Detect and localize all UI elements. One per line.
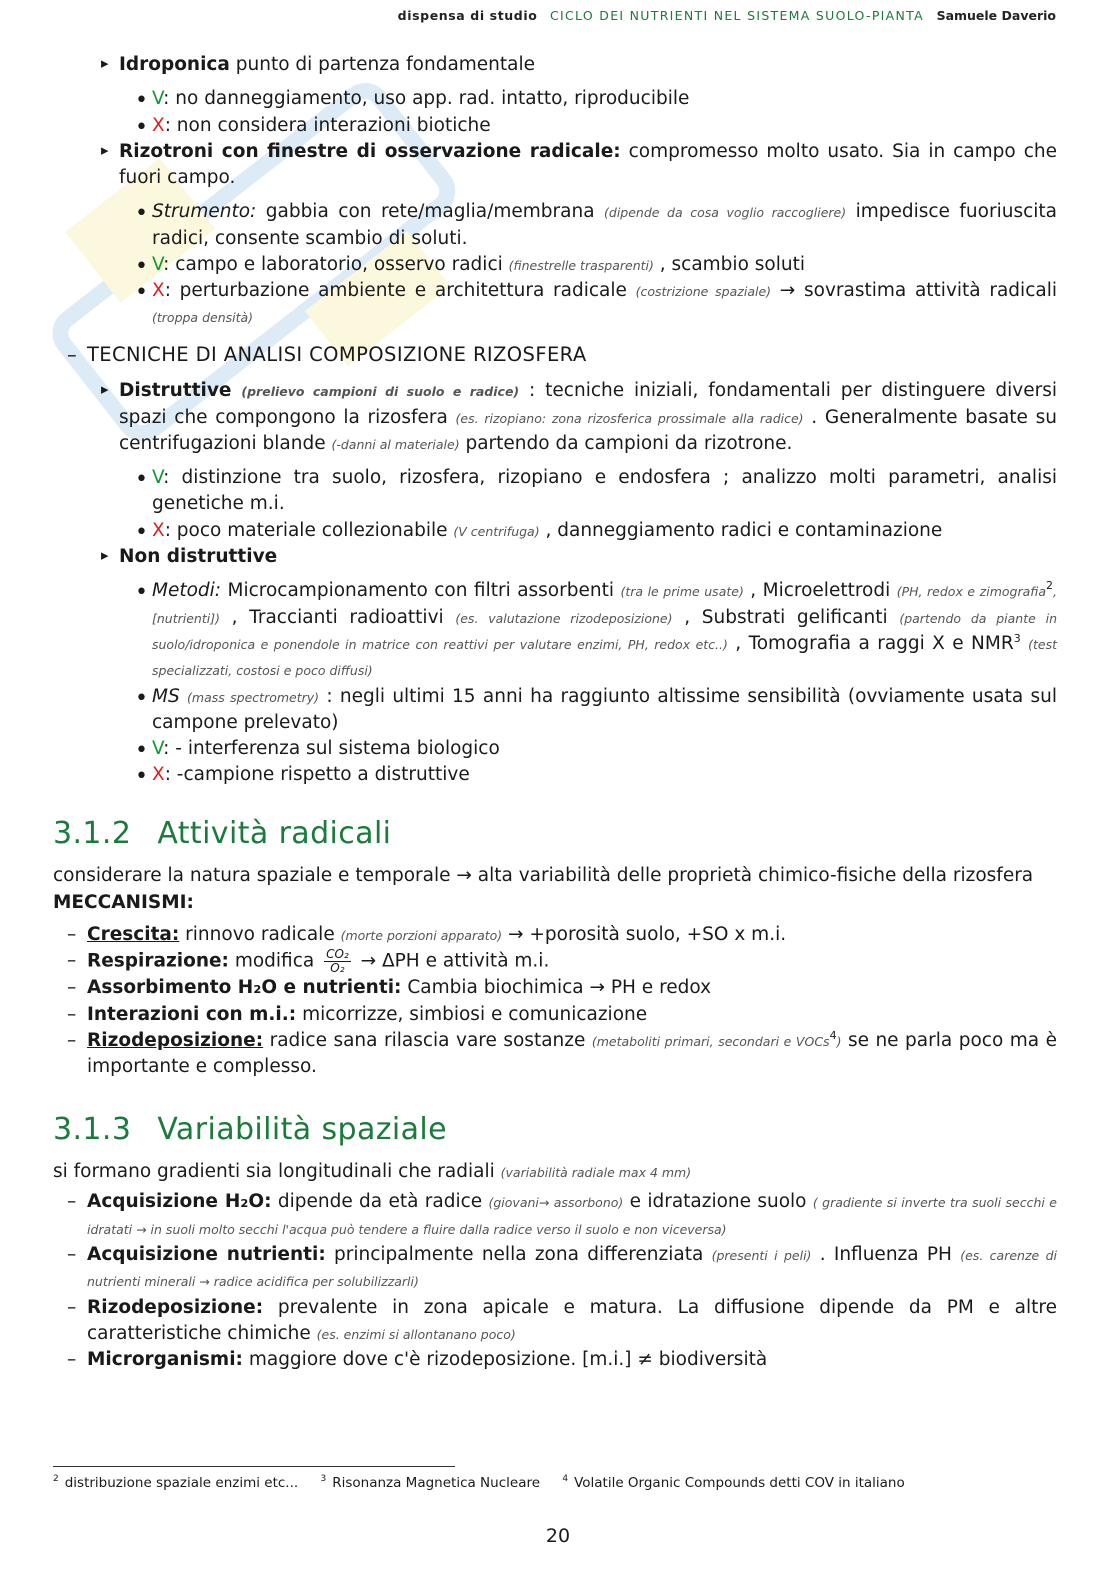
fraction-numerator: CO₂ — [326, 947, 349, 962]
v-note: (finestrelle trasparenti) — [508, 257, 654, 273]
non-distruttive-title: Non distruttive — [119, 545, 278, 567]
x-note: (costrizione spaziale) — [635, 284, 772, 300]
footnotes — [53, 1474, 923, 1491]
x-label: X — [152, 280, 165, 302]
acquisizione-nutrienti-item — [53, 1242, 1057, 1295]
footnote-item — [320, 1475, 540, 1491]
interazioni-text: micorrizze, simbiosi e comunicazione — [296, 1003, 648, 1025]
meccanismi-label — [53, 890, 1057, 916]
ms-text: : negli ultimi 15 anni ha raggiunto altissime sensibilità (ovviamente usata sul campone prelevato) — [152, 685, 1057, 733]
strumento-note: (dipende da cosa voglio raccogliere) — [604, 205, 847, 221]
rizodeposizione-313-text: prevalente in zona apicale e matura. La diffusione dipende da PM e altre caratteristiche chimiche — [87, 1296, 1057, 1344]
metodi-note5: (test specializzati, costosi e poco diffusi) — [152, 637, 1057, 679]
metodi-note4: (partendo da piante in suolo/idroponica e ponendole in matrice con reattivi per valutare enzimi, PH, redox etc..) — [152, 610, 1057, 653]
rizodeposizione-313-note: (es. enzimi si allontanano poco) — [316, 1326, 516, 1342]
acquisizione-h2o-item — [53, 1189, 1057, 1242]
respirazione-text2: → ΔPH e attività m.i. — [354, 950, 550, 972]
acquisizione-h2o-note2: ( gradiente si inverte tra suoli secchi e idratati → in suoli molto secchi l'acqua può tendere a fluire dalla radice verso il suolo e non viceversa) — [87, 1195, 1057, 1237]
page-header — [398, 8, 1056, 23]
rizotroni-strumento — [53, 199, 1057, 252]
acquisizione-nutrienti-note: (presenti i peli) — [711, 1248, 812, 1264]
acquisizione-h2o-note: (giovani→ assorbono) — [488, 1195, 624, 1211]
non-distruttive-item — [53, 544, 1057, 570]
respirazione-item — [53, 948, 1057, 975]
ms-label: MS — [152, 685, 180, 707]
interazioni-label: Interazioni con m.i.: — [87, 1003, 297, 1025]
metodi-label: Metodi: — [152, 580, 222, 602]
distruttive-note3: (-danni al materiale) — [331, 436, 460, 452]
strumento-label: Strumento: — [152, 201, 257, 223]
microrganismi-label: Microrganismi: — [87, 1349, 243, 1371]
idroponica-title: Idroponica — [119, 54, 230, 75]
x-note2: (troppa densità) — [152, 310, 254, 326]
rizotroni-item — [53, 139, 1057, 192]
non-distruttive-v — [53, 736, 1057, 762]
strumento-text2: impedisce fuoriuscita radici, consente scambio di soluti. — [152, 201, 1057, 249]
metodi-text5: , Tomografia a raggi X e NMR — [727, 633, 1014, 655]
acquisizione-h2o-text2: e idratazione suolo — [623, 1191, 813, 1213]
distruttive-note2: (es. rizopiano: zona rizosferica prossimale alla radice) — [455, 410, 804, 426]
x-text2: → sovrastima attività radicali — [771, 280, 1057, 302]
fraction-denominator: O₂ — [330, 961, 345, 976]
x-text: : perturbazione ambiente e architettura radicale — [164, 280, 636, 302]
footnote-ref-3: 3 — [1013, 631, 1021, 645]
footnote-text: Risonanza Magnetica Nucleare — [332, 1474, 541, 1491]
rizotroni-v — [53, 252, 1057, 278]
distruttive-text2: . Generalmente basate su centrifugazioni blande — [119, 406, 1057, 454]
distruttive-note: (prelievo campioni di suolo e radice) — [241, 384, 520, 400]
rizodeposizione-note: (metaboliti primari, secondari e VOCs — [591, 1034, 830, 1050]
respirazione-label: Respirazione: — [87, 950, 229, 972]
crescita-note: (morte porzioni apparato) — [340, 927, 503, 943]
v-label: V — [152, 467, 164, 489]
metodi-text3: , Traccianti radioattivi — [219, 606, 456, 628]
metodi-text1: Microcampionamento con filtri assorbenti — [221, 580, 621, 602]
distruttive-text3: partendo da campioni da rizotrone. — [459, 432, 793, 454]
distruttive-x — [53, 518, 1057, 544]
idroponica-item — [53, 52, 1057, 78]
ms-item — [53, 684, 1057, 737]
v-label: V — [152, 253, 164, 275]
sec313-intro — [53, 1159, 1057, 1185]
crescita-item — [53, 922, 1057, 948]
metodi-note3: (es. valutazione rizodeposizione) — [455, 610, 673, 626]
microrganismi-item — [53, 1347, 1057, 1373]
section-title: Variabilità spaziale — [157, 1111, 448, 1147]
v-text: : campo e laboratorio, osservo radici — [163, 253, 509, 275]
acquisizione-nutrienti-label: Acquisizione nutrienti: — [87, 1244, 326, 1266]
acquisizione-nutrienti-text2: . Influenza PH — [811, 1244, 961, 1266]
x-label: X — [152, 519, 165, 541]
microrganismi-text: maggiore dove c'è rizodeposizione. [m.i.] ≠ biodiversità — [242, 1349, 768, 1371]
x-text: : poco materiale collezionabile — [164, 519, 454, 541]
distruttive-text: : tecniche iniziali, fondamentali per distinguere diversi spazi che compongono la rizosfera — [119, 380, 1057, 428]
ms-note: (mass spectrometry) — [187, 689, 320, 705]
footnote-ref-4: 4 — [829, 1028, 837, 1042]
footnote-item — [562, 1475, 904, 1491]
section-number: 3.1.3 — [53, 1111, 132, 1147]
x-note: (V centrifuga) — [453, 523, 540, 539]
crescita-label: Crescita: — [87, 923, 180, 945]
header-doc-label: dispensa di studio — [397, 8, 538, 23]
rizodeposizione-item — [53, 1028, 1057, 1081]
v-text2: , scambio soluti — [653, 253, 805, 275]
distruttive-item — [53, 378, 1057, 457]
footnote-text: Volatile Organic Compounds detti COV in italiano — [574, 1474, 905, 1491]
distruttive-title: Distruttive — [119, 380, 232, 402]
co2-o2-fraction — [324, 948, 351, 975]
footnote-ref-2: 2 — [1046, 579, 1053, 593]
acquisizione-nutrienti-note2: (es. carenze di nutrienti minerali → radice acidifica per solubilizzarli) — [87, 1248, 1057, 1290]
x-text: : -campione rispetto a distruttive — [164, 764, 470, 786]
metodi-text2: , Microelettrodi — [743, 580, 897, 602]
acquisizione-nutrienti-text: principalmente nella zona differenziata — [325, 1244, 712, 1266]
v-label: V — [152, 738, 164, 760]
x-text: : non considera interazioni biotiche — [164, 114, 491, 136]
header-author: Samuele Daverio — [936, 8, 1056, 23]
sec313-intro-note: (variabilità radiale max 4 mm) — [500, 1165, 692, 1181]
distruttive-v — [53, 465, 1057, 518]
sec313-intro-text: si formano gradienti sia longitudinali che radiali — [53, 1161, 501, 1183]
section-heading-312 — [53, 813, 1057, 856]
crescita-text: rinnovo radicale — [179, 923, 341, 945]
section-number: 3.1.2 — [53, 815, 132, 851]
footnote-divider — [53, 1466, 455, 1467]
interazioni-item — [53, 1002, 1057, 1028]
x-label: X — [152, 764, 165, 786]
footnote-text: distribuzione spaziale enzimi etc... — [64, 1474, 299, 1491]
rizodeposizione-313-label: Rizodeposizione: — [87, 1296, 264, 1318]
sec312-intro: considerare la natura spaziale e temporale → alta variabilità delle proprietà chimico-fisiche della rizosfera — [53, 865, 1034, 887]
assorbimento-text: Cambia biochimica → PH e redox — [401, 977, 712, 999]
idroponica-v — [53, 86, 1057, 112]
assorbimento-label: Assorbimento H₂O e nutrienti: — [87, 977, 402, 999]
rizotroni-x — [53, 278, 1057, 331]
idroponica-x — [53, 113, 1057, 139]
crescita-text2: → +porosità suolo, +SO x m.i. — [502, 923, 787, 945]
footnote-number: 2 — [53, 1474, 59, 1484]
metodi-item — [53, 578, 1057, 683]
rizodeposizione-label: Rizodeposizione: — [87, 1030, 264, 1052]
tecniche-title: – TECNICHE DI ANALISI COMPOSIZIONE RIZOSFERA — [53, 341, 1057, 369]
rizotroni-text: compromesso molto usato. Sia in campo che fuori campo. — [119, 140, 1057, 189]
v-text: : - interferenza sul sistema biologico — [163, 738, 500, 760]
header-title: CICLO DEI NUTRIENTI NEL SISTEMA SUOLO-PIANTA — [550, 8, 924, 23]
metodi-note2: (PH, redox e zimografia — [896, 584, 1046, 600]
rizodeposizione-text2: se ne parla poco ma è importante e complesso. — [87, 1030, 1057, 1078]
footnote-number: 3 — [320, 1474, 327, 1484]
meccanismi-text: MECCANISMI: — [53, 891, 194, 913]
v-text: : no danneggiamento, uso app. rad. intatto, riproducibile — [163, 88, 690, 110]
section-title: Attività radicali — [157, 815, 392, 851]
rizotroni-title: Rizotroni con finestre di osservazione radicale: — [119, 140, 621, 162]
rizodeposizione-313-item — [53, 1295, 1057, 1348]
v-text: : distinzione tra suolo, rizosfera, rizopiano e endosfera ; analizzo molti parametri, analisi genetiche m.i. — [152, 467, 1057, 515]
idroponica-text: punto di partenza fondamentale — [229, 54, 536, 75]
footnote-item — [53, 1475, 298, 1491]
page-content — [53, 52, 1057, 1373]
footnote-number: 4 — [562, 1474, 569, 1484]
metodi-note1: (tra le prime usate) — [620, 584, 744, 600]
rizodeposizione-note-end: ) — [836, 1034, 842, 1050]
strumento-text: gabbia con rete/maglia/membrana — [256, 201, 605, 223]
page-number: 20 — [545, 1525, 571, 1547]
metodi-text4: , Substrati gelificanti — [672, 606, 900, 628]
acquisizione-h2o-label: Acquisizione H₂O: — [87, 1191, 272, 1213]
rizodeposizione-text: radice sana rilascia vare sostanze — [263, 1030, 592, 1052]
metodi-note2b: , [nutrienti]) — [152, 584, 1057, 626]
x-label: X — [152, 114, 165, 136]
section-heading-313 — [53, 1109, 1057, 1152]
non-distruttive-x — [53, 762, 1057, 788]
acquisizione-h2o-text: dipende da età radice — [271, 1191, 489, 1213]
x-text2: , danneggiamento radici e contaminazione — [539, 519, 943, 541]
v-label: V — [152, 88, 164, 110]
respirazione-text: modifica — [228, 950, 321, 972]
assorbimento-item — [53, 975, 1057, 1001]
